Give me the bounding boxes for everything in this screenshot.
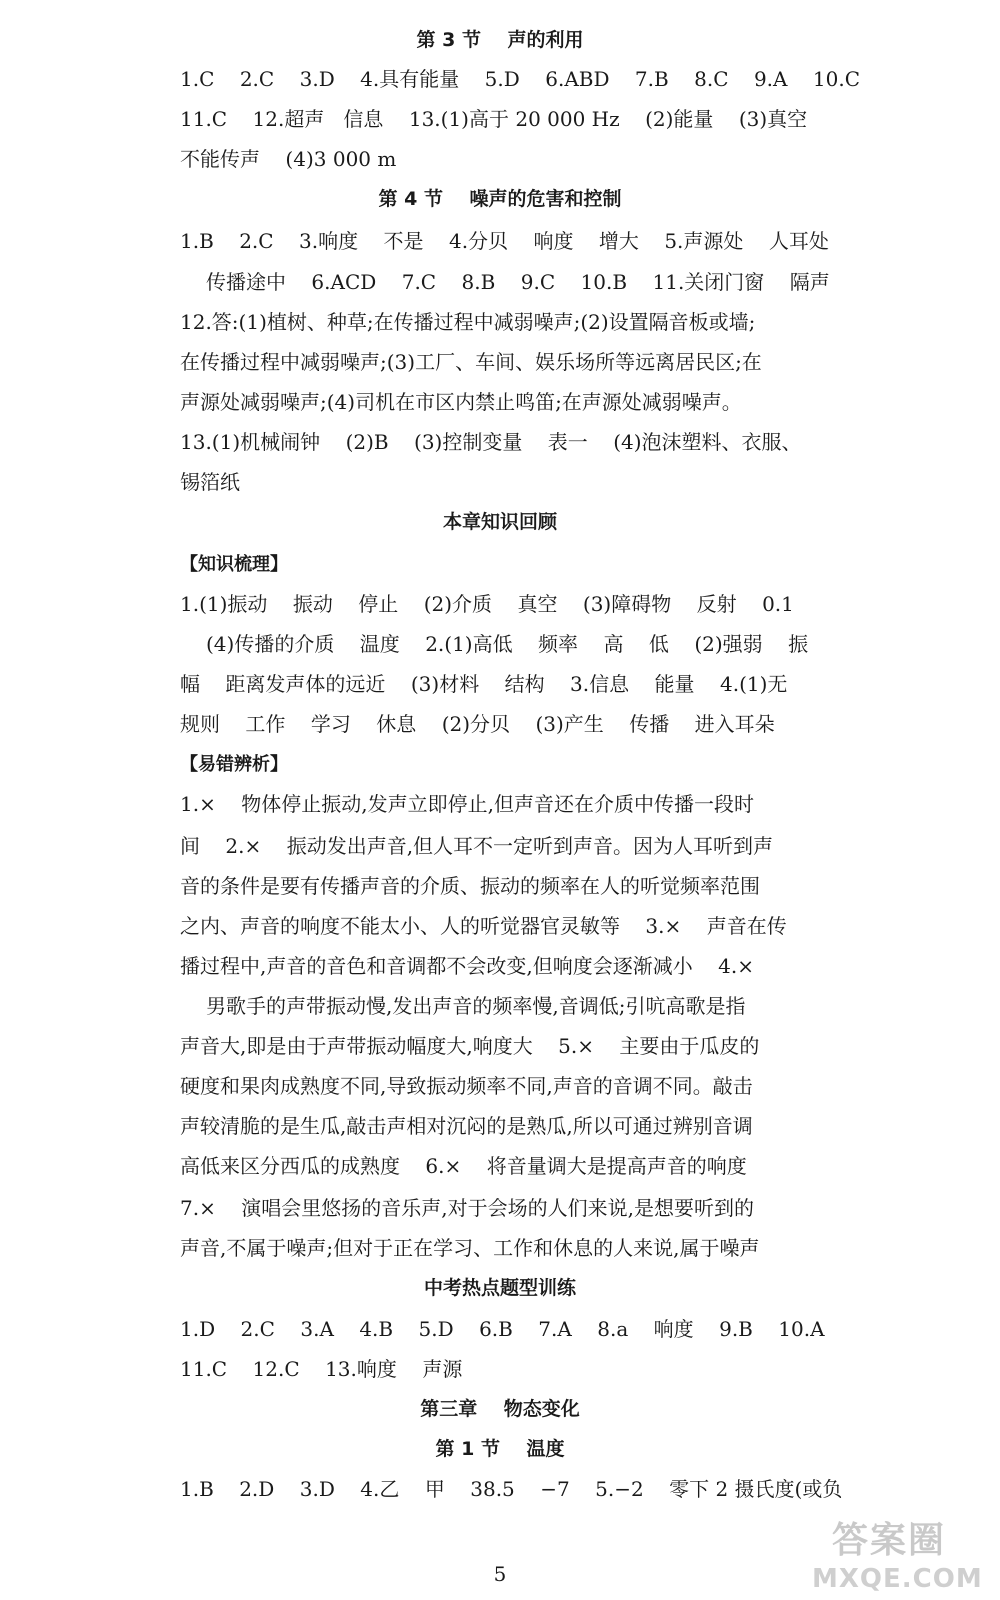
answer-line: (4)传播的介质 温度 2.(1)高低 频率 高 低 (2)强弱 振 — [206, 632, 809, 656]
answer-line: 声音大,即是由于声带振动幅度大,响度大 5.× 主要由于瓜皮的 — [180, 1034, 760, 1058]
answer-line: 1.B 2.C 3.响度 不是 4.分贝 响度 增大 5.声源处 人耳处 — [180, 229, 829, 253]
answer-line: 锡箔纸 — [180, 470, 240, 494]
errors-label: 【易错辨析】 — [180, 754, 288, 775]
page-number: 5 — [493, 1562, 507, 1586]
answer-line: 之内、声音的响度不能太小、人的听觉器官灵敏等 3.× 声音在传 — [180, 914, 787, 938]
section-4-title: 第 4 节 噪声的危害和控制 — [378, 188, 622, 210]
answer-line: 1.C 2.C 3.D 4.具有能量 5.D 6.ABD 7.B 8.C 9.A 10.C — [180, 67, 861, 91]
answer-line: 声源处减弱噪声;(4)司机在市区内禁止鸣笛;在声源处减弱噪声。 — [180, 390, 742, 414]
watermark-logo — [812, 1520, 1000, 1600]
watermark-text-bottom: MXQE.COM — [812, 1564, 983, 1594]
chapter-3-title: 第三章 物态变化 — [420, 1398, 580, 1420]
answer-line: 不能传声 (4)3 000 m — [180, 147, 397, 171]
answer-line: 13.(1)机械闹钟 (2)B (3)控制变量 表一 (4)泡沫塑料、衣服、 — [180, 430, 802, 454]
answer-line: 11.C 12.超声 信息 13.(1)高于 20 000 Hz (2)能量 (3)真空 — [180, 107, 808, 131]
section-3-title: 第 3 节 声的利用 — [416, 29, 584, 51]
knowledge-label: 【知识梳理】 — [180, 554, 288, 575]
answer-line: 1.× 物体停止振动,发声立即停止,但声音还在介质中传播一段时 — [180, 792, 754, 816]
answer-line: 幅 距离发声体的远近 (3)材料 结构 3.信息 能量 4.(1)无 — [180, 672, 788, 696]
answer-line: 声音,不属于噪声;但对于正在学习、工作和休息的人来说,属于噪声 — [180, 1236, 760, 1260]
review-title: 本章知识回顾 — [442, 511, 557, 533]
watermark-text-top: 答案圈 — [832, 1520, 947, 1561]
answer-line: 间 2.× 振动发出声音,但人耳不一定听到声音。因为人耳听到声 — [180, 834, 774, 858]
answer-line: 播过程中,声音的音色和音调都不会改变,但响度会逐渐减小 4.× — [180, 954, 754, 978]
answer-line: 7.× 演唱会里悠扬的音乐声,对于会场的人们来说,是想要听到的 — [180, 1196, 754, 1220]
answer-line: 1.B 2.D 3.D 4.乙 甲 38.5 −7 5.−2 零下 2 摄氏度(或负 — [180, 1477, 843, 1501]
answer-line: 音的条件是要有传播声音的介质、振动的频率在人的听觉频率范围 — [180, 874, 760, 898]
answer-line: 高低来区分西瓜的成熟度 6.× 将音量调大是提高声音的响度 — [180, 1154, 747, 1178]
answer-line: 1.(1)振动 振动 停止 (2)介质 真空 (3)障碍物 反射 0.1 — [180, 592, 794, 616]
answer-line: 1.D 2.C 3.A 4.B 5.D 6.B 7.A 8.a 响度 9.B 10.A — [180, 1317, 825, 1341]
answer-line: 规则 工作 学习 休息 (2)分贝 (3)产生 传播 进入耳朵 — [180, 712, 775, 736]
answer-line: 声较清脆的是生瓜,敲击声相对沉闷的是熟瓜,所以可通过辨别音调 — [180, 1114, 753, 1138]
answer-line: 12.答:(1)植树、种草;在传播过程中减弱噪声;(2)设置隔音板或墙; — [180, 310, 756, 334]
hot-topics-title: 中考热点题型训练 — [423, 1277, 576, 1299]
answer-line: 硬度和果肉成熟度不同,导致振动频率不同,声音的音调不同。敲击 — [180, 1074, 753, 1098]
answer-line: 男歌手的声带振动慢,发出声音的频率慢,音调低;引吭高歌是指 — [206, 994, 746, 1018]
answer-line: 传播途中 6.ACD 7.C 8.B 9.C 10.B 11.关闭门窗 隔声 — [206, 270, 830, 294]
chapter-3-section-1-title: 第 1 节 温度 — [435, 1438, 565, 1460]
answer-line: 在传播过程中减弱噪声;(3)工厂、车间、娱乐场所等远离居民区;在 — [180, 350, 762, 374]
answer-line: 11.C 12.C 13.响度 声源 — [180, 1357, 463, 1381]
